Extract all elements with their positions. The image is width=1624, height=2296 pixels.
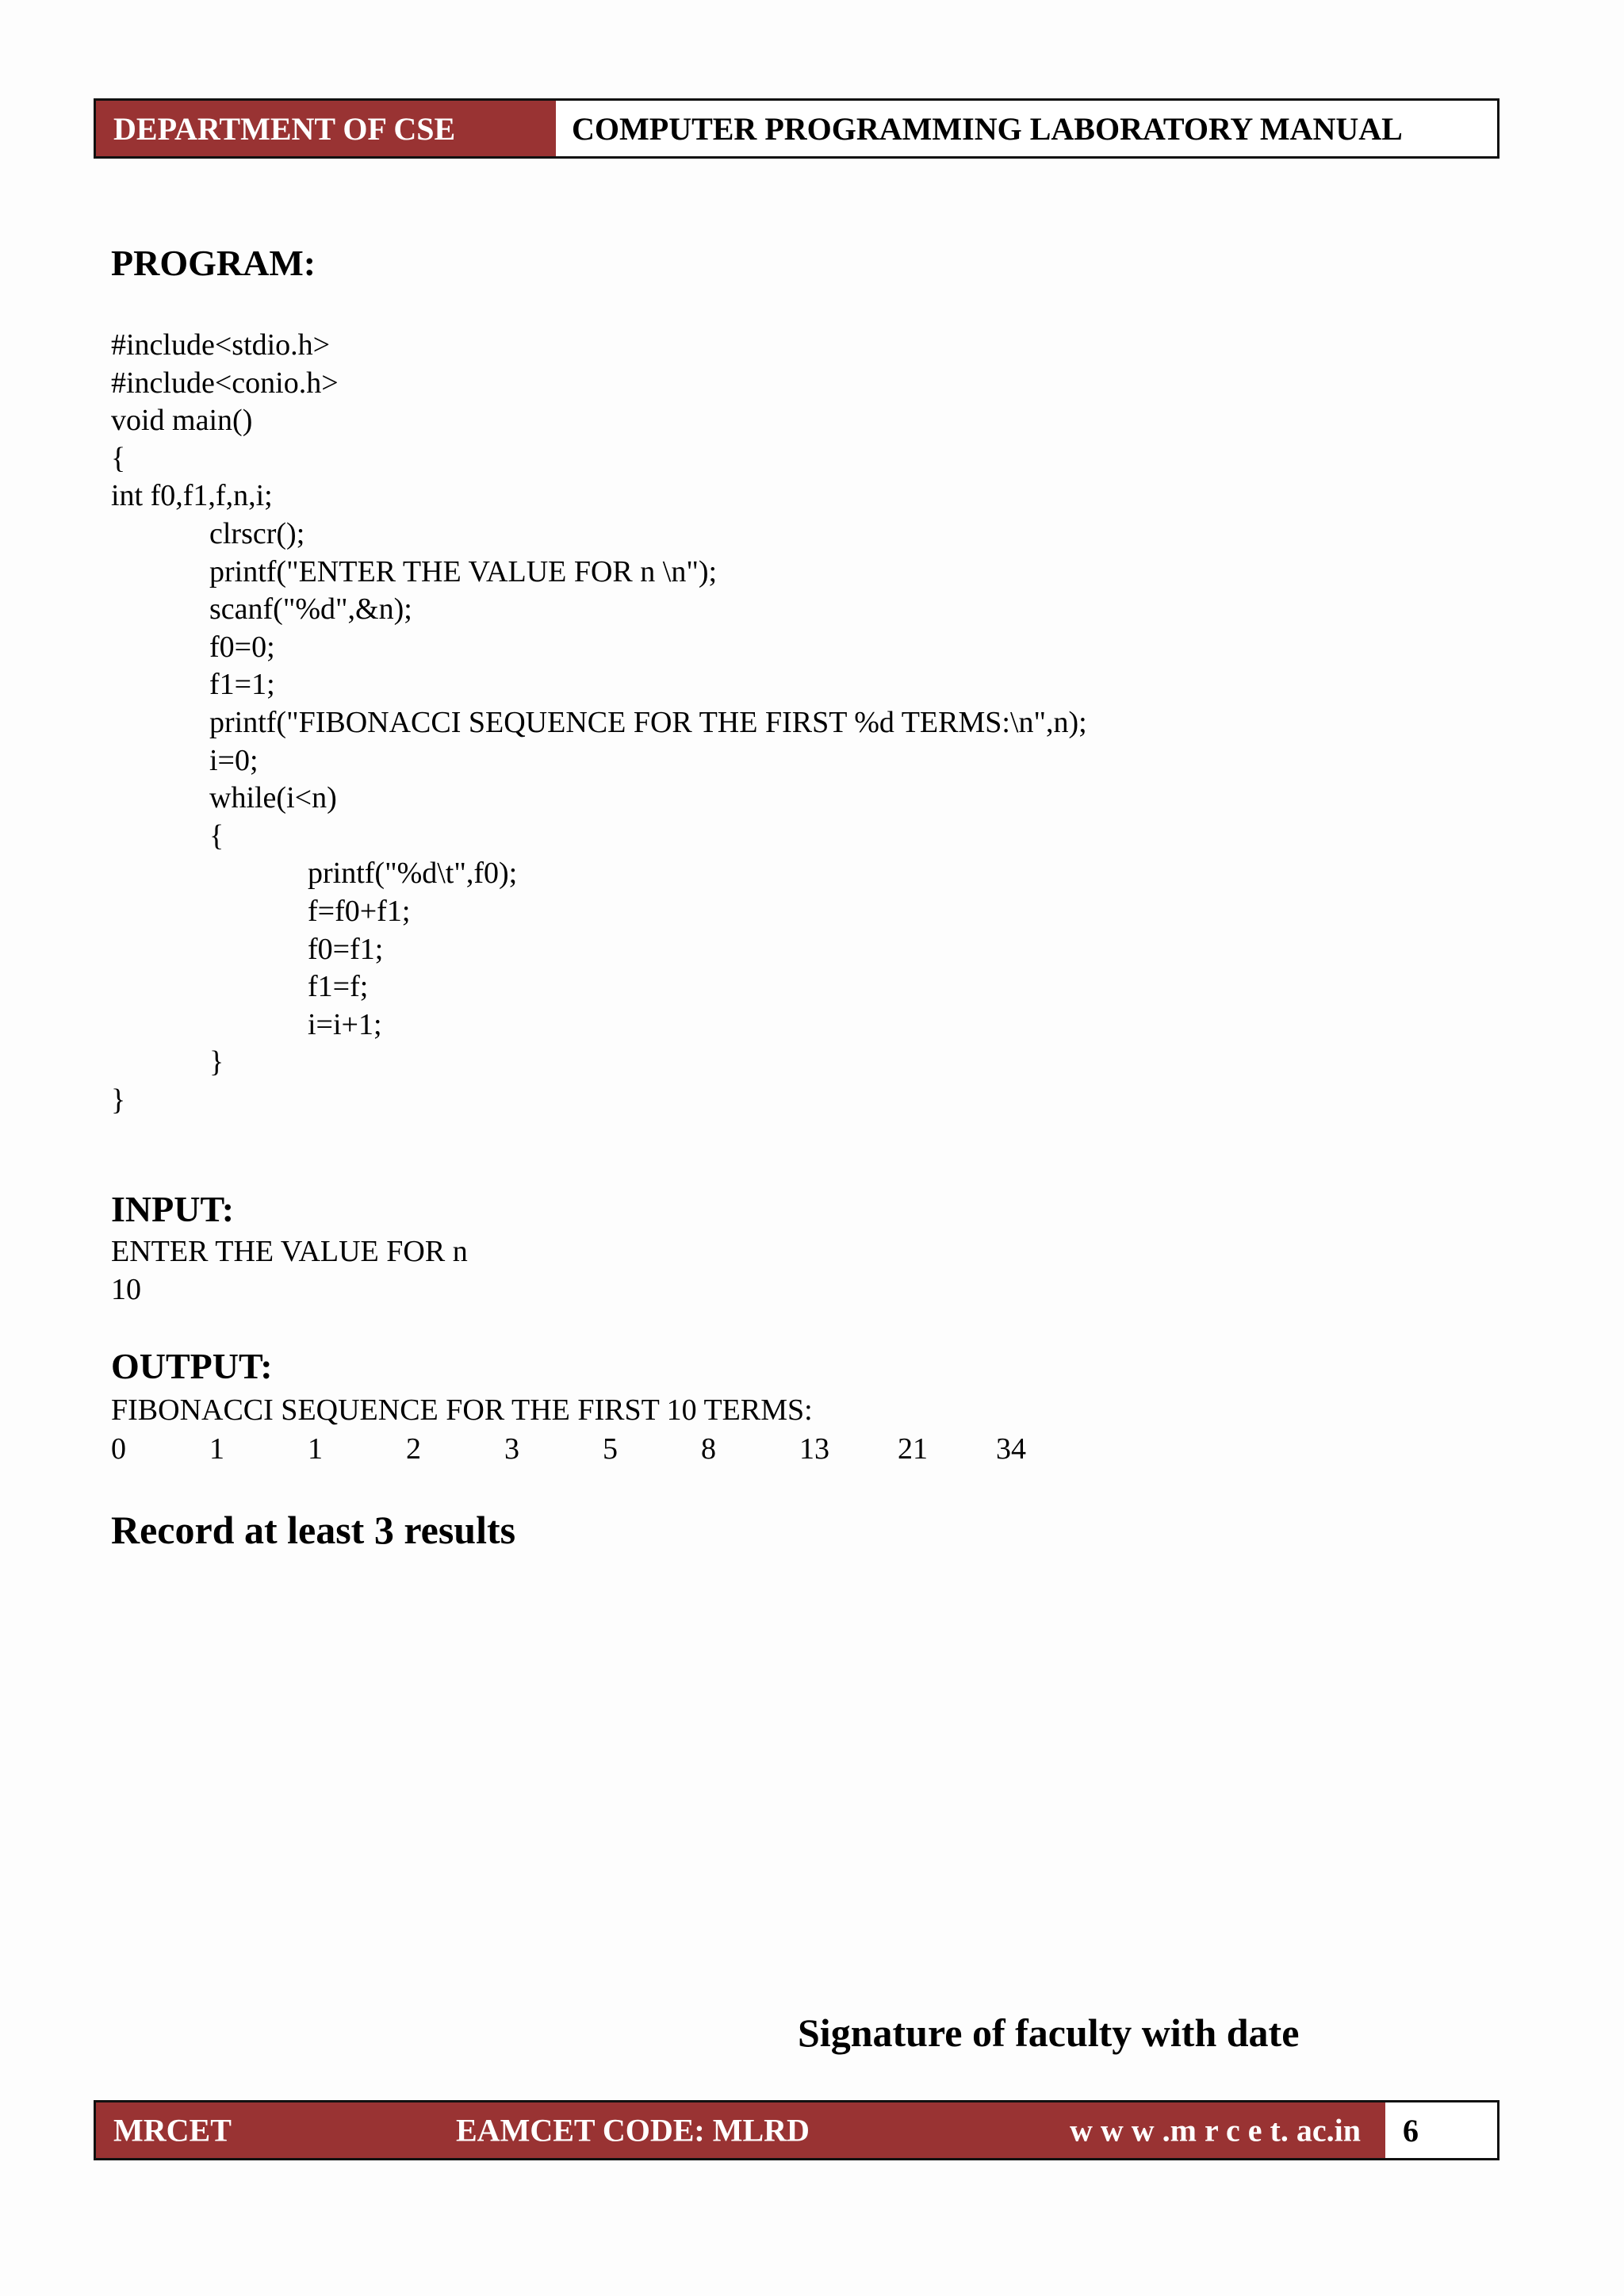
department-label: DEPARTMENT OF CSE	[96, 101, 556, 156]
footer-college: MRCET	[113, 2112, 232, 2148]
code-line: scanf("%d",&n);	[209, 592, 412, 627]
code-line: printf("ENTER THE VALUE FOR n \n");	[209, 554, 718, 588]
code-line: printf("%d\t",f0);	[308, 857, 518, 891]
code-line: f1=1;	[209, 668, 275, 702]
code-line: {	[111, 441, 126, 475]
code-line: {	[209, 818, 224, 853]
code-line: f=f0+f1;	[308, 894, 411, 928]
sequence-value: 1	[209, 1432, 224, 1466]
footer-website: w w w .m r c e t. ac.in	[1070, 2112, 1361, 2148]
code-line: f0=f1;	[308, 932, 384, 966]
footer-band	[96, 2102, 1385, 2158]
output-title: FIBONACCI SEQUENCE FOR THE FIRST 10 TERMS:	[111, 1393, 813, 1427]
program-code	[111, 327, 1087, 1119]
sequence-value: 13	[799, 1432, 829, 1466]
code-line: }	[209, 1045, 224, 1079]
code-line: i=0;	[209, 743, 259, 777]
code-line: void main()	[111, 404, 253, 438]
record-note: Record at least 3 results	[111, 1508, 516, 1552]
sequence-value: 2	[406, 1432, 421, 1466]
output-heading: OUTPUT:	[111, 1346, 273, 1386]
manual-title: COMPUTER PROGRAMMING LABORATORY MANUAL	[556, 101, 1497, 156]
sequence-value: 21	[898, 1432, 928, 1466]
page-footer	[94, 2100, 1500, 2160]
program-heading: PROGRAM:	[111, 243, 316, 283]
code-line: f1=f;	[308, 970, 369, 1004]
page-header	[94, 98, 1500, 159]
code-line: #include<conio.h>	[111, 366, 339, 400]
code-line: printf("FIBONACCI SEQUENCE FOR THE FIRST %d TERMS:\n",n);	[209, 705, 1087, 739]
code-line: #include<stdio.h>	[111, 328, 331, 362]
code-line: }	[111, 1083, 126, 1117]
input-prompt: ENTER THE VALUE FOR n	[111, 1235, 468, 1268]
footer-eamcet-code: EAMCET CODE: MLRD	[456, 2112, 810, 2148]
code-line: clrscr();	[209, 516, 305, 550]
code-line: f0=0;	[209, 630, 275, 664]
sequence-value: 3	[504, 1432, 519, 1466]
sequence-value: 1	[308, 1432, 323, 1466]
input-value: 10	[111, 1273, 141, 1306]
sequence-value: 8	[701, 1432, 716, 1466]
code-line: while(i<n)	[209, 781, 337, 815]
code-line: int f0,f1,f,n,i;	[111, 479, 273, 513]
sequence-value: 0	[111, 1432, 126, 1466]
sequence-value: 5	[603, 1432, 618, 1466]
signature-label: Signature of faculty with date	[798, 2010, 1300, 2055]
input-heading: INPUT:	[111, 1189, 235, 1229]
page-number: 6	[1385, 2102, 1497, 2158]
code-line: i=i+1;	[308, 1007, 382, 1041]
sequence-value: 34	[996, 1432, 1026, 1466]
